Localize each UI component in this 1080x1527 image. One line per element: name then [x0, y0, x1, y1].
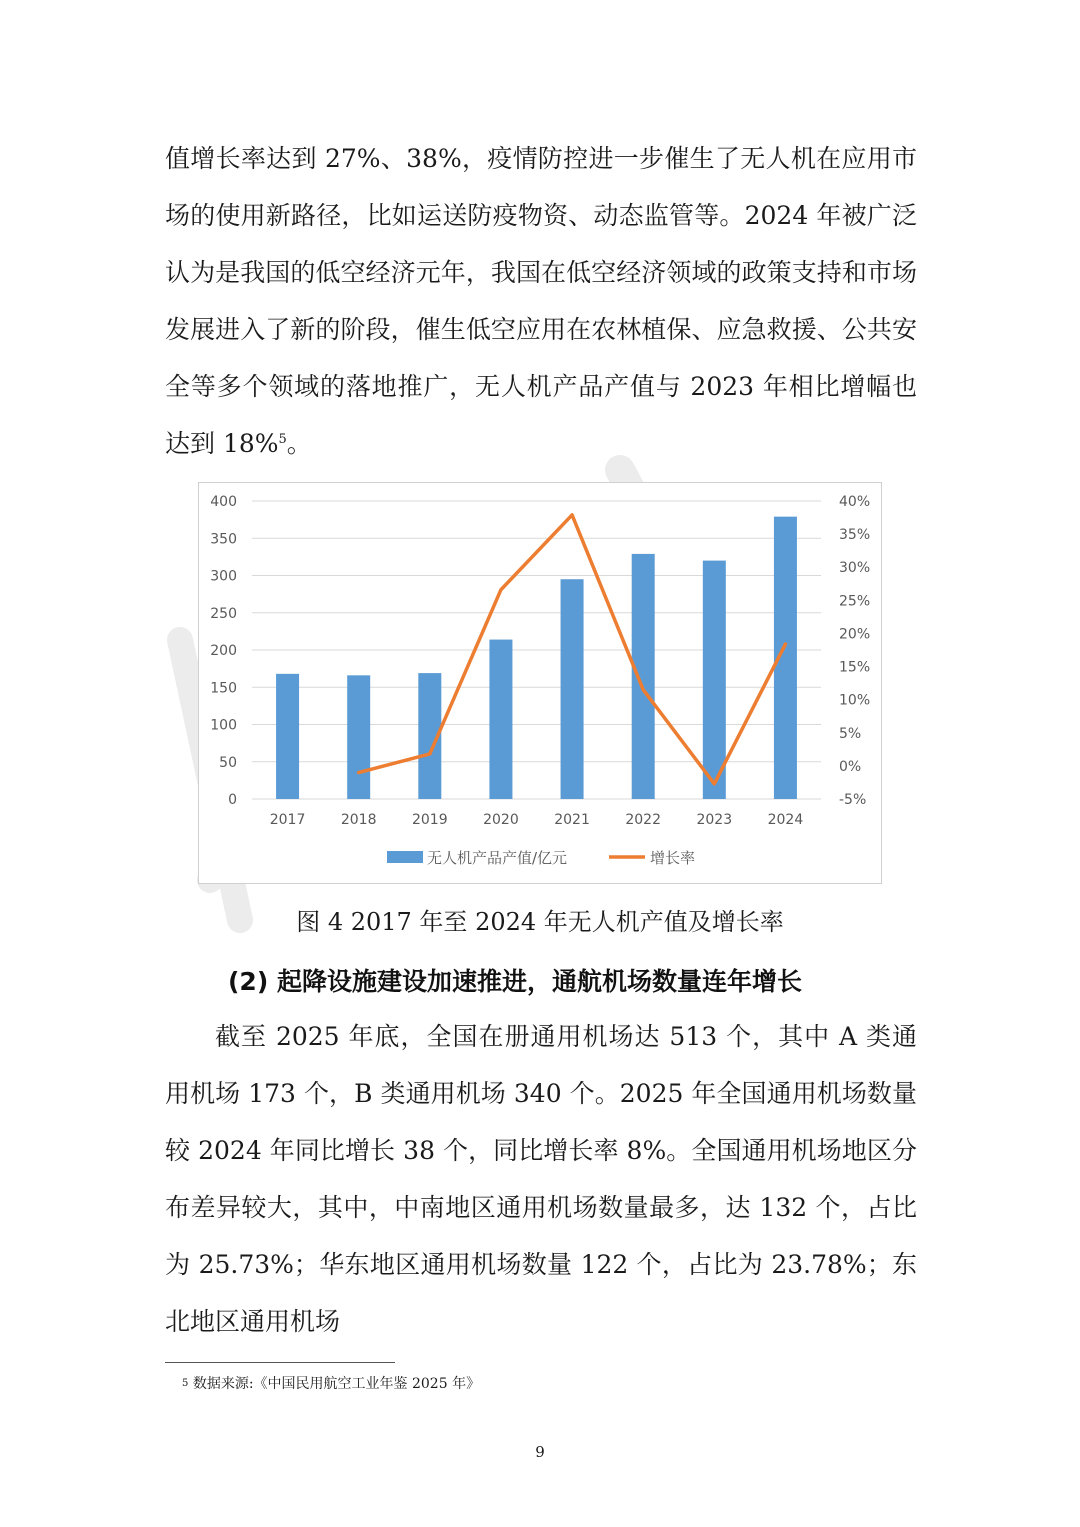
footnote-divider: [165, 1362, 395, 1363]
y-right-tick-label: 10%: [839, 692, 871, 709]
y-right-tick-label: 30%: [839, 560, 871, 577]
legend-label-production-value: 无人机产品产值/亿元: [427, 849, 568, 867]
y-left-tick-label: 300: [210, 568, 237, 585]
legend-label-growth-rate: 增长率: [650, 849, 696, 867]
legend-bar-swatch: [387, 851, 423, 863]
page-number: 9: [535, 1443, 545, 1461]
y-left-tick-label: 350: [210, 531, 237, 548]
y-right-tick-label: 25%: [839, 593, 871, 610]
footnote-number: 5: [182, 1378, 189, 1389]
production-value-chart: [199, 483, 881, 883]
y-right-tick-label: 0%: [839, 758, 862, 775]
y-left-tick-label: 100: [210, 717, 237, 734]
bar-2023: [703, 561, 726, 799]
y-left-tick-label: 50: [219, 754, 237, 771]
x-tick-label: 2022: [625, 812, 662, 828]
section-heading: (2) 起降设施建设加速推进，通航机场数量连年增长: [228, 967, 802, 996]
x-tick-label: 2021: [554, 812, 590, 828]
bar-2021: [561, 579, 584, 799]
body-paragraph-1: 值增长率达到 27%、38%，疫情防控进一步催生了无人机在应用市场的使用新路径，比如运送防疫物资、动态监管等。2024 年被广泛认为是我国的低空经济元年，我国在低空经济领域的政策支持和市场发展进入了新的阶段，催生低空应用在农林植保、应急救援、公共安全等多个领域的落地推广，无人机产品产值与 2023 年相比增幅也达到 18%$^5$。: [165, 144, 917, 458]
bar-2018: [347, 675, 370, 799]
chart-container: [198, 482, 882, 884]
y-left-tick-label: 250: [210, 605, 237, 622]
x-tick-label: 2023: [696, 812, 733, 828]
footnote-reference: 5: [278, 432, 287, 447]
footnote: [182, 1374, 480, 1394]
y-right-tick-label: 20%: [839, 626, 871, 643]
y-right-tick-label: 5%: [839, 725, 862, 742]
body-paragraph-2: 截至 2025 年底，全国在册通用机场达 513 个，其中 A 类通用机场 173 个，B 类通用机场 340 个。2025 年全国通用机场数量较 2024 年同比增长 38 个，同比增长率 8%。全国通用机场地区分布差异较大，其中，中南地区通用机场数量最多，达 132 个，占比为 25.73%；华东地区通用机场数量 122 个，占比为 23.78%；东北地区通用机场: [165, 1022, 917, 1336]
figure-caption: 图 4 2017 年至 2024 年无人机产值及增长率: [296, 908, 784, 936]
y-left-tick-label: 400: [210, 494, 237, 510]
x-tick-label: 2018: [340, 812, 377, 828]
y-right-tick-label: -5%: [839, 792, 867, 808]
x-tick-label: 2024: [767, 812, 804, 828]
bar-2017: [276, 674, 299, 799]
y-left-tick-label: 150: [210, 680, 237, 697]
footnote-text: 数据来源:《中国民用航空工业年鉴 2025 年》: [192, 1376, 481, 1392]
y-left-tick-label: 200: [210, 643, 237, 659]
x-tick-label: 2020: [483, 812, 519, 828]
bar-2020: [489, 640, 512, 799]
y-right-tick-label: 15%: [839, 659, 871, 676]
x-tick-label: 2017: [269, 812, 306, 828]
y-right-tick-label: 35%: [839, 527, 871, 544]
bar-2022: [632, 554, 655, 799]
x-tick-label: 2019: [411, 812, 448, 828]
y-right-tick-label: 40%: [839, 494, 871, 510]
y-left-tick-label: 0: [228, 792, 237, 808]
